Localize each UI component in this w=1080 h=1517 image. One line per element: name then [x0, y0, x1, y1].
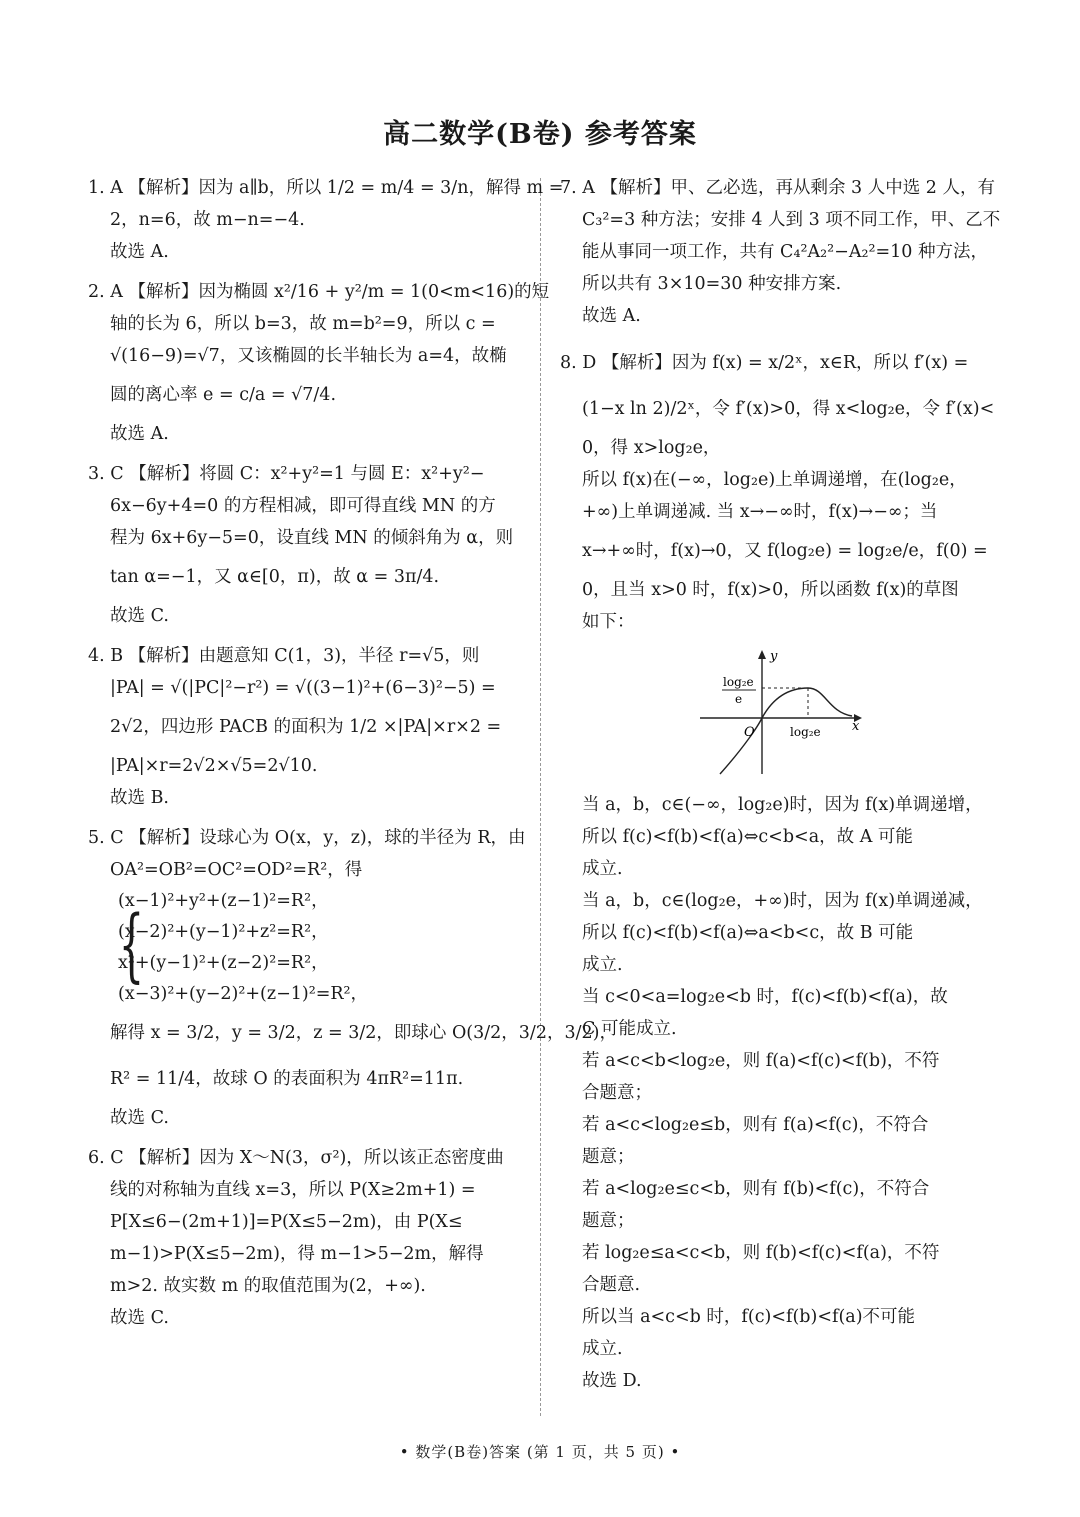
text-line: 如下： [582, 612, 635, 632]
text-line: 3. C 【解析】将圆 C：x²+y²=1 与圆 E：x²+y²− [88, 464, 485, 484]
text-line: 题意； [582, 1211, 635, 1231]
peak-value-numerator: log₂e [723, 675, 754, 689]
page-footer: • 数学(B卷)答案 (第 1 页，共 5 页) • [399, 1443, 681, 1461]
text-line: |PA| = √(|PC|²−r²) = √((3−1)²+(6−3)²−5) = [110, 678, 496, 698]
text-line: 若 a<c<log₂e≤b，则有 f(a)<f(c)，不符合 [582, 1115, 929, 1135]
text-line: 6. C 【解析】因为 X～N(3，σ²)，所以该正态密度曲 [88, 1148, 504, 1168]
text-line: 当 a，b，c∈(log₂e，+∞)时，因为 f(x)单调递减， [582, 891, 983, 911]
text-line: m−1)>P(X≤5−2m)，得 m−1>5−2m，解得 [110, 1244, 484, 1264]
text-line: 故选 B. [110, 788, 169, 808]
text-line: tan α=−1，又 α∈[0，π)，故 α = 3π/4. [110, 567, 440, 587]
text-line: x²+(y−1)²+(z−2)²=R²， [118, 953, 329, 973]
text-line: 2√2，四边形 PACB 的面积为 1/2 ×|PA|×r×2 = [110, 717, 502, 737]
text-line: (x−2)²+(y−1)²+z²=R²， [118, 922, 329, 942]
text-line: 1. A 【解析】因为 a∥b，所以 1/2 = m/4 = 3/n，解得 m = [88, 178, 564, 198]
text-line: C₃²=3 种方法；安排 4 人到 3 项不同工作，甲、乙不 [582, 210, 1001, 230]
text-line: 合题意. [582, 1275, 641, 1295]
text-line: (x−3)²+(y−2)²+(z−1)²=R²， [118, 984, 369, 1004]
text-line: 成立. [582, 1339, 623, 1359]
text-line: 成立. [582, 859, 623, 879]
text-line: P[X≤6−(2m+1)]=P(X≤5−2m)，由 P(X≤ [110, 1212, 463, 1232]
text-line: (x−1)²+y²+(z−1)²=R²， [118, 891, 329, 911]
text-line: 当 c<0<a=log₂e<b 时，f(c)<f(b)<f(a)，故 [582, 987, 948, 1007]
right-column [560, 172, 1001, 1397]
page-title: 高二数学(B卷) 参考答案 [383, 119, 697, 150]
function-sketch-graph [700, 646, 870, 776]
text-line: 所以当 a<c<b 时，f(c)<f(b)<f(a)不可能 [582, 1307, 916, 1327]
text-line: 2，n=6，故 m−n=−4. [110, 210, 305, 230]
text-line: 故选 C. [110, 606, 169, 626]
text-line: 解得 x = 3/2，y = 3/2，z = 3/2，即球心 O(3/2，3/2，3/2)， [110, 1023, 617, 1043]
text-line: 故选 C. [110, 1308, 169, 1328]
text-line: 轴的长为 6，所以 b=3，故 m=b²=9，所以 c = [110, 314, 496, 334]
text-line: 所以 f(c)<f(b)<f(a)⇔c<b<a，故 A 可能 [582, 827, 913, 847]
text-line: 若 a<log₂e≤c<b，则有 f(b)<f(c)，不符合 [582, 1179, 930, 1199]
brace-symbol: { [118, 898, 145, 991]
text-line: 0，得 x>log₂e， [582, 438, 721, 458]
text-line: 8. D 【解析】因为 f(x) = x/2ˣ，x∈R，所以 f′(x) = [560, 353, 969, 373]
text-line: 故选 C. [110, 1108, 169, 1128]
origin-label: O [744, 725, 755, 740]
text-line: √(16−9)=√7，又该椭圆的长半轴长为 a=4，故椭 [110, 346, 507, 366]
x-tick-label: log₂e [790, 725, 821, 739]
text-line: m>2. 故实数 m 的取值范围为(2，+∞). [110, 1276, 426, 1296]
text-line: C 可能成立. [582, 1019, 677, 1039]
text-line: 故选 D. [582, 1371, 642, 1391]
text-line: x→+∞时，f(x)→0，又 f(log₂e) = log₂e/e，f(0) = [582, 541, 988, 561]
x-axis-label: x [852, 719, 860, 734]
text-line: (1−x ln 2)/2ˣ，令 f′(x)>0，得 x<log₂e，令 f′(x)< [582, 399, 995, 419]
text-line: 线的对称轴为直线 x=3，所以 P(X≥2m+1) = [110, 1180, 476, 1200]
text-line: 故选 A. [110, 424, 169, 444]
text-line: 0，且当 x>0 时，f(x)>0，所以函数 f(x)的草图 [582, 580, 959, 600]
column-divider [540, 178, 541, 1416]
text-line: OA²=OB²=OC²=OD²=R²，得 [110, 860, 363, 880]
text-line: 所以共有 3×10=30 种安排方案. [582, 274, 842, 294]
text-line: 题意； [582, 1147, 635, 1167]
peak-value-denominator: e [735, 692, 743, 706]
text-line: 2. A 【解析】因为椭圆 x²/16 + y²/m = 1(0<m<16)的短 [88, 282, 550, 302]
text-line: 能从事同一项工作，共有 C₄²A₂²−A₂²=10 种方法， [582, 242, 988, 262]
text-line: 所以 f(x)在(−∞，log₂e)上单调递增，在(log₂e， [582, 470, 967, 490]
text-line: 4. B 【解析】由题意知 C(1，3)，半径 r=√5，则 [88, 646, 480, 666]
text-line: 程为 6x+6y−5=0，设直线 MN 的倾斜角为 α，则 [110, 528, 514, 548]
text-line: 6x−6y+4=0 的方程相减，即可得直线 MN 的方 [110, 496, 496, 516]
equation-system [88, 886, 522, 1010]
text-line: 故选 A. [582, 306, 641, 326]
text-line: 成立. [582, 955, 623, 975]
text-line: 圆的离心率 e = c/a = √7/4. [110, 385, 337, 405]
text-line: |PA|×r=2√2×√5=2√10. [110, 756, 318, 776]
text-line: 若 a<c<b<log₂e，则 f(a)<f(c)<f(b)，不符 [582, 1051, 940, 1071]
y-axis-arrow-icon [758, 650, 766, 659]
text-line: 7. A 【解析】甲、乙必选，再从剩余 3 人中选 2 人，有 [560, 178, 995, 198]
text-line: 合题意； [582, 1083, 652, 1103]
text-line: 若 log₂e≤a<c<b，则 f(b)<f(c)<f(a)，不符 [582, 1243, 940, 1263]
text-line: 所以 f(c)<f(b)<f(a)⇔a<b<c，故 B 可能 [582, 923, 914, 943]
text-line: R² = 11/4，故球 O 的表面积为 4πR²=11π. [110, 1069, 464, 1089]
text-line: 5. C 【解析】设球心为 O(x，y，z)，球的半径为 R，由 [88, 828, 526, 848]
text-line: 当 a，b，c∈(−∞，log₂e)时，因为 f(x)单调递增， [582, 795, 983, 815]
text-line: 故选 A. [110, 242, 169, 262]
y-axis-label: y [770, 649, 778, 664]
text-line: +∞)上单调递减. 当 x→−∞时，f(x)→−∞；当 [582, 502, 938, 522]
